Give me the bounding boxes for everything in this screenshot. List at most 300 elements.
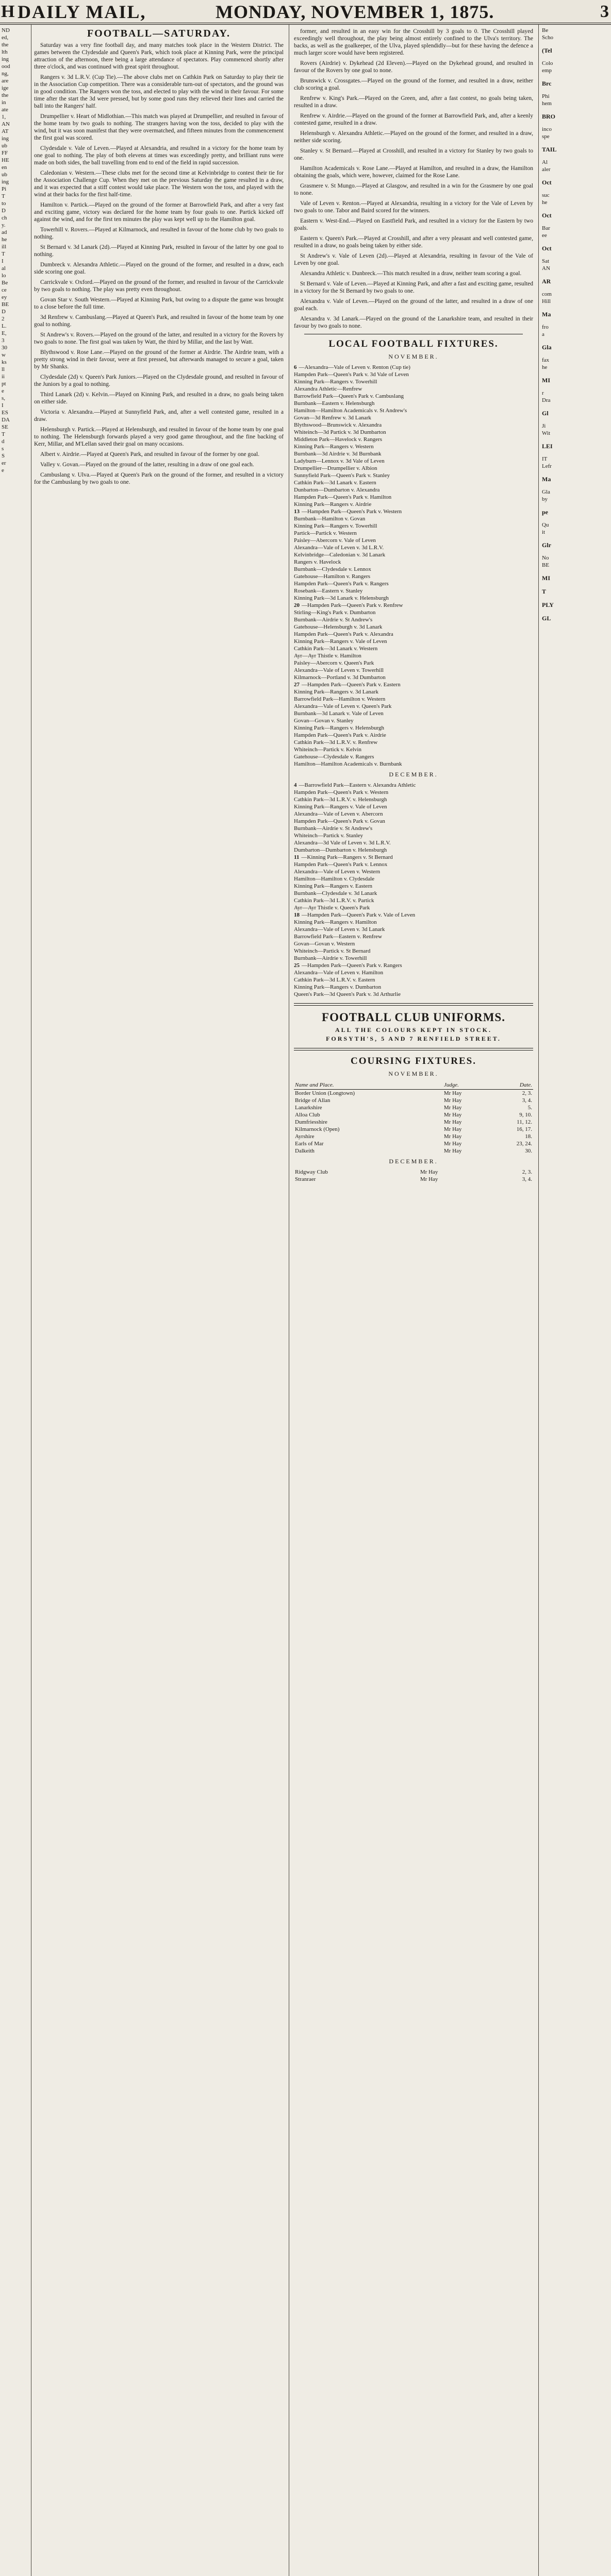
right-strip-heading: Oct — [542, 212, 552, 219]
fixture-text: Paisley—Abercorn v. Queen's Park — [294, 660, 374, 666]
coursing-cell: Mr Hay — [443, 1126, 462, 1132]
fixture-text: Hampden Park—Queen's Park v. Airdrie — [294, 732, 386, 738]
fixture-text: Queen's Park—3d Queen's Park v. 3d Arthurlie — [294, 991, 401, 997]
left-strip-fragment: T — [2, 431, 5, 437]
coursing-cell: 16, 17. — [516, 1126, 532, 1132]
right-strip-heading: Gla — [542, 344, 552, 351]
report-paragraph: Rangers v. 3d L.R.V. (Cup Tie).—The above clubs met on Cathkin Park on Saturday to play their tie in the Association Cup competition. There was a considerable turn-out of spectators, and the ground was in good condition. The Rangers won the toss, and elected to play with the wind in their favour. For some time after the start the 3d were pressed, but by some good runs they relieved their lines and carried the ball into the Rangers' half. — [34, 74, 284, 109]
coursing-cell: 3, 4. — [522, 1176, 532, 1182]
right-cut-column — [540, 25, 611, 2576]
fixture-text: Cathkin Park—3d L.R.V. v. Partick — [294, 897, 374, 904]
fixture-row — [294, 400, 533, 407]
right-strip-fragment: spe — [542, 133, 550, 140]
column-rule — [538, 25, 539, 2576]
fixture-row — [294, 501, 533, 508]
fixture-text: Sunnyfield Park—Queen's Park v. Stanley — [294, 472, 390, 479]
fixture-row — [294, 825, 533, 832]
fixture-text: —Alexandra—Vale of Leven v. Renton (Cup tie) — [299, 364, 410, 370]
fixture-date: 27 — [294, 682, 300, 688]
right-strip-fragment: Colo — [542, 60, 553, 66]
fixture-text: Alexandra—Vale of Leven v. Western — [294, 869, 381, 875]
coursing-col-judge: Judge. — [443, 1081, 491, 1090]
fixture-row — [294, 861, 533, 868]
right-strip-fragment: No — [542, 555, 549, 561]
right-strip-fragment: Dra — [542, 397, 551, 403]
fixture-text: Barrowfield Park—Queen's Park v. Cambuslang — [294, 393, 404, 399]
coursing-table — [294, 1081, 533, 1155]
fixture-text: Kinning Park—Rangers v. Airdrie — [294, 501, 372, 507]
right-strip-fragment: com — [542, 291, 552, 297]
coursing-cell: Mr Hay — [443, 1105, 462, 1111]
right-strip-heading: TAIL — [542, 146, 557, 153]
left-strip-fragment: Be — [2, 280, 8, 286]
fixture-text: Alexandra—Vale of Leven v. Towerhill — [294, 667, 384, 673]
fixture-text: Kinning Park—Rangers v. Vale of Leven — [294, 804, 387, 810]
fixture-text: Paisley—Abercorn v. Vale of Leven — [294, 537, 376, 544]
left-strip-fragment: ll — [2, 366, 5, 372]
coursing-cell: Mr Hay — [420, 1169, 438, 1175]
right-strip-heading: LEI — [542, 443, 553, 450]
coursing-row — [294, 1126, 533, 1133]
fixture-date: 25 — [294, 962, 300, 969]
fixture-row — [294, 378, 533, 385]
left-strip-fragment: er — [2, 460, 6, 466]
left-strip-fragment: D — [2, 309, 6, 315]
coursing-cell: Lanarkshire — [295, 1105, 322, 1111]
report-paragraph: Saturday was a very fine football day, and many matches took place in the Western District. The games between the Clydesdale and Queen's Park, which took place at Kinning Park, were the principal attraction of the afternoon, there being a large attendance of spectators. Play commenced shortly after three o'clock, and was continued with great spirit throughout. — [34, 42, 284, 70]
fixture-text: Whiteinch—Partick v. St Bernard — [294, 948, 371, 954]
coursing-row — [294, 1168, 533, 1176]
fixture-row — [294, 803, 533, 810]
left-strip-fragment: Pi — [2, 186, 7, 192]
coursing-cell: 18. — [525, 1133, 532, 1140]
fixture-row — [294, 587, 533, 595]
fixture-row — [294, 897, 533, 904]
fixture-text: —Hampden Park—Queen's Park v. Rangers — [302, 962, 402, 969]
right-strip-heading: BRO — [542, 113, 556, 120]
fixture-text: Burnbank—Eastern v. Helensburgh — [294, 400, 375, 406]
fixture-row — [294, 732, 533, 739]
left-strip-fragment: S — [2, 453, 5, 459]
fixture-row — [294, 926, 533, 933]
fixture-row — [294, 818, 533, 825]
left-strip-fragment: D — [2, 208, 6, 214]
football-heading: FOOTBALL—SATURDAY. — [87, 28, 231, 39]
fixture-row — [294, 782, 533, 789]
fixture-row — [294, 746, 533, 753]
left-cut-column — [0, 25, 31, 2576]
fixture-text: Hamilton—Hamilton v. Clydesdale — [294, 876, 375, 882]
left-strip-fragment: s, — [2, 395, 6, 401]
fixtures-column — [291, 25, 536, 2576]
fixture-text: Kinning Park—Rangers v. Dumbarton — [294, 984, 382, 990]
fixture-row — [294, 904, 533, 911]
left-strip-fragment: ed, — [2, 35, 9, 41]
fixture-row — [294, 991, 533, 998]
fixture-text: —Hampden Park—Queen's Park v. Western — [302, 509, 402, 515]
fixture-text: Partick—Partick v. Western — [294, 530, 357, 536]
fixture-row — [294, 544, 533, 551]
left-strip-fragment: y. — [2, 222, 6, 228]
masthead-page-number: 3 — [600, 2, 609, 21]
fixture-text: —Barrowfield Park—Eastern v. Alexandra Athletic — [299, 782, 416, 788]
coursing-month-2: DECEMBER. — [389, 1158, 438, 1165]
fixture-text: Govan—Govan v. Stanley — [294, 718, 354, 724]
fixture-row — [294, 580, 533, 587]
report-paragraph: Third Lanark (2d) v. Kelvin.—Played on Kinning Park, and resulted in a draw, no goals being taken on either side. — [34, 392, 284, 405]
report-paragraph: Rovers (Airdrie) v. Dykehead (2d Eleven).—Played on the Dykehead ground, and resulted in favour of the Rovers by one goal to none. — [294, 60, 533, 74]
right-strip-heading: MI — [542, 377, 550, 384]
fixture-row — [294, 940, 533, 947]
fixture-row — [294, 522, 533, 530]
football-paragraphs — [34, 42, 284, 486]
report-paragraph: Towerhill v. Rovers.—Played at Kilmarnock, and resulted in favour of the home club by two goals to nothing. — [34, 227, 284, 240]
divider-double — [294, 1048, 533, 1050]
report-paragraph: Blythswood v. Rose Lane.—Played on the ground of the former at Airdrie. The Airdrie team, with a pretty strong wind in their favour, were at first pressed, but afterwards managed to secure a goal, taken by Mr Shanks. — [34, 349, 284, 370]
left-strip-fragment: L. — [2, 323, 7, 329]
left-strip-fragment: ub — [2, 172, 7, 178]
left-strip-fragment: T — [2, 193, 5, 199]
fixture-row — [294, 753, 533, 760]
fixture-text: Hamilton—Hamilton Academicals v. Burnbank — [294, 761, 402, 767]
coursing-cell: 5. — [527, 1105, 532, 1111]
left-strip-fragment: T — [2, 251, 5, 257]
left-strip-fragment: SE — [2, 424, 8, 430]
fixture-row — [294, 739, 533, 746]
coursing-cell: Mr Hay — [443, 1148, 462, 1154]
coursing-cell: Alloa Club — [295, 1112, 320, 1118]
left-strip-fragment: e — [2, 467, 4, 473]
left-strip-fragment: I — [2, 402, 4, 409]
right-strip-fragment: fax — [542, 357, 550, 363]
fixture-text: Govan—3d Renfrew v. 3d Lanark — [294, 415, 371, 421]
left-strip-fragment: BE — [2, 301, 9, 308]
fixture-text: Kelvinbridge—Caledonian v. 3d Lanark — [294, 552, 386, 558]
right-strip-heading: AR — [542, 278, 551, 285]
fixture-row — [294, 429, 533, 436]
fixture-text: Middleton Park—Havelock v. Rangers — [294, 436, 382, 443]
left-strip-fragment: e — [2, 388, 4, 394]
fixture-text: Ladyburn—Lennox v. 3d Vale of Leven — [294, 458, 385, 464]
fixture-text: Whiteinch—Partick v. Stanley — [294, 833, 364, 839]
fixture-text: Alexandra—Vale of Leven v. Queen's Park — [294, 703, 392, 709]
right-strip-fragments — [540, 25, 611, 630]
fixture-date: 4 — [294, 782, 297, 788]
advert-title: FOOTBALL CLUB UNIFORMS. — [322, 1011, 505, 1024]
fixture-text: Hamilton—Hamilton Academicals v. St Andrew's — [294, 408, 407, 414]
fixture-row — [294, 609, 533, 616]
fixture-row — [294, 638, 533, 645]
fixture-text: Gatehouse—Helensburgh v. 3d Lanark — [294, 624, 383, 630]
report-paragraph: Alexandra v. 3d Lanark.—Played on the ground of the Lanarkshire team, and resulted in their favour by two goals to none. — [294, 316, 533, 329]
fixture-row — [294, 696, 533, 703]
report-paragraph: Hamilton v. Partick.—Played on the ground of the former at Barrowfield Park, and after a very fast and exciting game, victory was declared for the home team by four goals to one. Partick kicked off against the wind, and for the first ten minutes the play was kept well up to the Hamilton goal. — [34, 202, 284, 223]
fixture-text: Burnbank—Airdrie v. Towerhill — [294, 955, 367, 961]
fixture-row — [294, 364, 533, 371]
right-strip-fragment: emp — [542, 67, 552, 74]
fixture-row — [294, 832, 533, 839]
fixture-row — [294, 573, 533, 580]
coursing-row — [294, 1111, 533, 1118]
right-strip-fragment: hem — [542, 100, 552, 107]
report-paragraph: Albert v. Airdrie.—Played at Queen's Park, and resulted in favour of the former by one goal. — [40, 451, 260, 457]
coursing-row — [294, 1118, 533, 1126]
left-strip-fragment: AT — [2, 128, 9, 134]
left-strip-fragment: en — [2, 164, 7, 171]
fixture-date: 13 — [294, 509, 300, 515]
coursing-cell: 2, 3. — [522, 1169, 532, 1175]
fixture-row — [294, 508, 533, 515]
fixture-text: —Kinning Park—Rangers v. St Bernard — [301, 854, 393, 860]
left-strip-fragment: ng, — [2, 71, 9, 77]
fixture-text: Rosebank—Eastern v. Stanley — [294, 588, 363, 594]
fixture-row — [294, 652, 533, 659]
fixture-row — [294, 371, 533, 378]
fixture-row — [294, 984, 533, 991]
fixture-row — [294, 875, 533, 883]
left-strip-fragment: ce — [2, 287, 7, 293]
fixture-text: Hampden Park—Queen's Park v. Alexandra — [294, 631, 393, 637]
coursing-row — [294, 1104, 533, 1111]
masthead-left-fragment: H — [1, 2, 15, 21]
coursing-cell: Earls of Mar — [295, 1141, 324, 1147]
right-strip-fragment: he — [542, 364, 548, 370]
fixture-row — [294, 868, 533, 875]
coursing-cell: Mr Hay — [420, 1176, 438, 1182]
coursing-cell: Mr Hay — [443, 1112, 462, 1118]
fixture-row — [294, 393, 533, 400]
fixture-text: Kinning Park—Rangers v. Towerhill — [294, 523, 377, 529]
fixture-text: Whiteinch—Partick v. Kelvin — [294, 747, 361, 753]
fixture-text: Gatehouse—Clydesdale v. Rangers — [294, 754, 374, 760]
football-reports-column — [31, 25, 287, 2576]
fixture-text: Kinning Park—Rangers v. Eastern — [294, 883, 373, 889]
report-paragraph: Drumpellier v. Heart of Midlothian.—This match was played at Drumpellier, and resulted in favour of the home team by two goals to nothing. The strangers having won the toss, decided to play with the wind, but it was soon manifest that they were overmatched, and fifteen minutes from the commencement the first goal was scored. — [34, 113, 284, 141]
right-strip-fragment: Hill — [542, 298, 551, 304]
right-strip-heading: Gl — [542, 410, 549, 417]
report-paragraph: Grasmere v. St Mungo.—Played at Glasgow, and resulted in a win for the Grasmere by one goal to none. — [294, 183, 533, 196]
report-paragraph: Valley v. Govan.—Played on the ground of the latter, resulting in a draw of one goal each. — [40, 462, 254, 468]
masthead — [0, 0, 611, 25]
fixture-row — [294, 595, 533, 602]
coursing-row — [294, 1147, 533, 1155]
fixture-row — [294, 724, 533, 732]
fixture-row — [294, 551, 533, 558]
fixture-row — [294, 623, 533, 631]
fixture-row — [294, 710, 533, 717]
fixture-text: Alexandra—Vale of Leven v. Hamilton — [294, 970, 384, 976]
fixture-row — [294, 414, 533, 421]
left-strip-fragment: 3 — [2, 337, 5, 344]
coursing-cell: 23, 24. — [516, 1141, 532, 1147]
right-strip-fragment: it — [542, 529, 546, 535]
advert-line-1: ALL THE COLOURS KEPT IN STOCK. — [335, 1026, 492, 1033]
left-strip-fragment: ing — [2, 56, 9, 62]
coursing-cell: 3, 4. — [522, 1097, 532, 1104]
coursing-cell: Ridgway Club — [295, 1169, 328, 1175]
right-strip-fragment: Phi — [542, 93, 550, 99]
masthead-date: MONDAY, NOVEMBER 1, 1875. — [216, 2, 494, 22]
fixture-text: Hampden Park—Queen's Park v. Hamilton — [294, 494, 392, 500]
fixture-row — [294, 933, 533, 940]
fixture-text: Stirling—King's Park v. Dumbarton — [294, 609, 376, 616]
fixture-text: Gatehouse—Hamilton v. Rangers — [294, 573, 371, 580]
left-strip-fragment: ate — [2, 107, 8, 113]
fixture-text: Ayr—Ayr Thistle v. Hamilton — [294, 653, 361, 659]
right-strip-heading: T — [542, 588, 547, 595]
right-strip-fragment: suc — [542, 192, 550, 198]
coursing-cell: Mr Hay — [443, 1097, 462, 1104]
fixture-row — [294, 667, 533, 674]
right-strip-fragment: Qu — [542, 522, 549, 528]
right-strip-heading: PLY — [542, 601, 554, 608]
left-strip-fragment: lth — [2, 49, 8, 55]
fixture-text: Alexandra—Vale of Leven v. Abercorn — [294, 811, 383, 817]
fixture-row — [294, 479, 533, 486]
fixture-text: Ayr—Ayr Thistle v. Queen's Park — [294, 905, 370, 911]
left-strip-fragment: FF — [2, 150, 8, 156]
right-strip-fragment: Gla — [542, 489, 550, 495]
coursing-row — [294, 1176, 533, 1183]
fixture-text: Burnbank—Clydesdale v. 3d Lanark — [294, 890, 377, 896]
fixture-row — [294, 890, 533, 897]
coursing-cell: Kilmarnock (Open) — [295, 1126, 340, 1132]
report-paragraph: Stanley v. St Bernard.—Played at Crosshill, and resulted in a victory for Stanley by two goals to one. — [294, 148, 533, 161]
right-strip-fragment: r — [542, 390, 544, 396]
right-strip-fragment: aler — [542, 166, 551, 173]
left-strip-fragment: the — [2, 42, 9, 48]
fixture-text: Barrowfield Park—Eastern v. Renfrew — [294, 934, 382, 940]
fixture-row — [294, 407, 533, 414]
right-strip-fragment: IT — [542, 456, 548, 462]
coursing-cell: Dumfriesshire — [295, 1119, 327, 1125]
right-strip-fragment: he — [542, 199, 548, 206]
left-strip-fragment: ch — [2, 215, 7, 221]
fixture-text: —Hampden Park—Queen's Park v. Vale of Leven — [302, 912, 416, 918]
fixture-row — [294, 443, 533, 450]
fixture-text: Hampden Park—Queen's Park v. 3d Vale of Leven — [294, 371, 409, 378]
fixture-row — [294, 854, 533, 861]
fixture-row — [294, 537, 533, 544]
report-paragraph: former, and resulted in an easy win for the Crosshill by 3 goals to 0. The Crosshill played exceedingly well throughout, the play being almost entirely confined to the Ulva's territory. The backs, as well as the goalkeeper, of the Ulva, played splendidly—but for these having the defence a much larger score would have been registered. — [294, 28, 533, 56]
fixture-text: Govan—Govan v. Western — [294, 941, 355, 947]
right-strip-heading: Oct — [542, 179, 552, 186]
coursing-cell: Mr Hay — [443, 1090, 462, 1096]
fixture-row — [294, 955, 533, 962]
fixture-row — [294, 486, 533, 494]
coursing-cell: Bridge of Allan — [295, 1097, 331, 1104]
fixture-text: Hampden Park—Queen's Park v. Lennox — [294, 861, 388, 868]
fixture-row — [294, 717, 533, 724]
fixture-row — [294, 457, 533, 465]
report-paragraph: St Andrew's v. Rovers.—Played on the ground of the latter, and resulted in a victory for the Rovers by two goals to none. The first goal was taken by Watt, the third by Millar, and the last by Watt. — [34, 332, 284, 345]
fixture-row — [294, 421, 533, 429]
right-strip-fragment: Sat — [542, 258, 550, 264]
report-paragraph: Clydesdale v. Vale of Leven.—Played at Alexandria, and resulted in a victory for the home team by one goal to nothing. The play of both elevens at times was exceedingly pretty, and brilliant runs were made on both sides, the ball travelling from end to end of the field in rapid succession. — [34, 145, 284, 166]
left-strip-fragment: ige — [2, 85, 9, 91]
fixture-text: Burnbank—Clydesdale v. Lennox — [294, 566, 371, 572]
fixture-text: Burnbank—Airdrie v. St Andrew's — [294, 617, 373, 623]
left-strip-fragment: ill — [2, 244, 7, 250]
right-strip-fragment: a — [542, 331, 544, 337]
left-strip-fragment: 30 — [2, 345, 7, 351]
fixture-text: Cathkin Park—3d L.R.V. v. Renfrew — [294, 739, 378, 745]
left-strip-fragment: ood — [2, 63, 10, 70]
fixture-row — [294, 703, 533, 710]
right-strip-fragment: Lefr — [542, 463, 552, 469]
fixture-date: 20 — [294, 602, 300, 608]
right-strip-heading: GL — [542, 615, 551, 622]
right-strip-fragment: inco — [542, 126, 552, 132]
fixture-row — [294, 919, 533, 926]
fixture-text: —Hampden Park—Queen's Park v. Renfrew — [302, 602, 403, 608]
right-strip-fragment: Scho — [542, 35, 553, 41]
left-strip-fragment: to — [2, 200, 6, 207]
left-strip-fragment: ad — [2, 229, 7, 235]
fixture-row — [294, 530, 533, 537]
fixture-row — [294, 465, 533, 472]
fixture-date: 11 — [294, 854, 300, 860]
right-strip-fragment: AN — [542, 265, 550, 272]
divider-double — [294, 1003, 533, 1006]
right-strip-heading: Ma — [542, 311, 551, 318]
coursing-row — [294, 1133, 533, 1140]
left-strip-fragment: w — [2, 352, 6, 358]
coursing-cell: 9, 10. — [519, 1112, 532, 1118]
report-paragraph: Caledonian v. Western.—These clubs met for the second time at Kelvinbridge to contest their tie for the Association Challenge Cup. When they met on the previous Saturday the game resulted in a draw, and it was expected that a stiff contest would take place. The Western won the toss, and played with the wind at their backs for the first half-time. — [34, 170, 284, 198]
fixture-text: Cathkin Park—3d L.R.V. v. Helensburgh — [294, 796, 387, 803]
fixture-text: Whiteinch—3d Partick v. 3d Dumbarton — [294, 429, 386, 435]
fixture-text: Hampden Park—Queen's Park v. Rangers — [294, 581, 389, 587]
left-strip-fragment: ND — [2, 27, 10, 33]
coursing-row — [294, 1097, 533, 1104]
coursing-cell: Border Union (Longtown) — [295, 1090, 355, 1096]
fixture-text: Hampden Park—Queen's Park v. Govan — [294, 818, 385, 824]
report-paragraph: Brunswick v. Crossgates.—Played on the ground of the former, and resulted in a draw, neither club scoring a goal. — [294, 78, 533, 91]
fixture-text: Dumbarton—Dumbarton v. Helensburgh — [294, 847, 387, 853]
report-paragraph: St Bernard v. 3d Lanark (2d).—Played at Kinning Park, resulted in favour of the latter by one goal to nothing. — [34, 244, 284, 258]
report-paragraph: St Bernard v. Vale of Leven.—Played at Kinning Park, and after a fast and exciting game, resulted in a victory for the St Bernard by two goals to one. — [294, 281, 533, 294]
fixture-text: Blythswood—Brunswick v. Alexandra — [294, 422, 382, 428]
left-strip-fragment: in — [2, 99, 6, 106]
coursing-cell: 11, 12. — [517, 1119, 532, 1125]
coursing-cell: Dalkeith — [295, 1148, 315, 1154]
left-strip-fragment: ES — [2, 410, 8, 416]
left-strip-fragments — [0, 25, 31, 476]
left-strip-fragment: ey — [2, 294, 7, 300]
right-strip-fragment: Wit — [542, 430, 551, 436]
coursing-col-name: Name and Place. — [294, 1081, 443, 1090]
left-strip-fragment: ks — [2, 359, 7, 365]
fixture-text: Burnbank—3d Airdrie v. 3d Burnbank — [294, 451, 382, 457]
coursing-cell: Ayrshire — [295, 1133, 315, 1140]
coursing-heading: COURSING FIXTURES. — [351, 1056, 476, 1066]
right-strip-fragment: Al — [542, 159, 548, 165]
fixture-row — [294, 472, 533, 479]
report-paragraph: Helensburgh v. Partick.—Played at Helensburgh, and resulted in favour of the home team by one goal to nothing. The Helensburgh forwards played a very good game throughout, and the fine backing of Kerr, Millar, and M'Lellan saved their goal on many occasions. — [34, 427, 284, 447]
fixtures-list — [294, 364, 533, 768]
fixture-row — [294, 962, 533, 969]
fixture-row — [294, 515, 533, 522]
right-strip-heading: Glr — [542, 541, 551, 549]
report-paragraph: Carrickvale v. Oxford.—Played on the ground of the former, and resulted in favour of the Carrickvale by two goals to nothing. The play was pretty even throughout. — [34, 279, 284, 293]
coursing-cell: Mr Hay — [443, 1141, 462, 1147]
left-strip-fragment: al — [2, 265, 6, 272]
right-strip-fragment: by — [542, 496, 548, 502]
report-paragraph: Cambuslang v. Ulva.—Played at Queen's Park on the ground of the former, and resulted in a victory for the Cambuslang by two goals to one. — [34, 472, 284, 485]
left-strip-fragment: ub — [2, 143, 7, 149]
fixture-row — [294, 645, 533, 652]
